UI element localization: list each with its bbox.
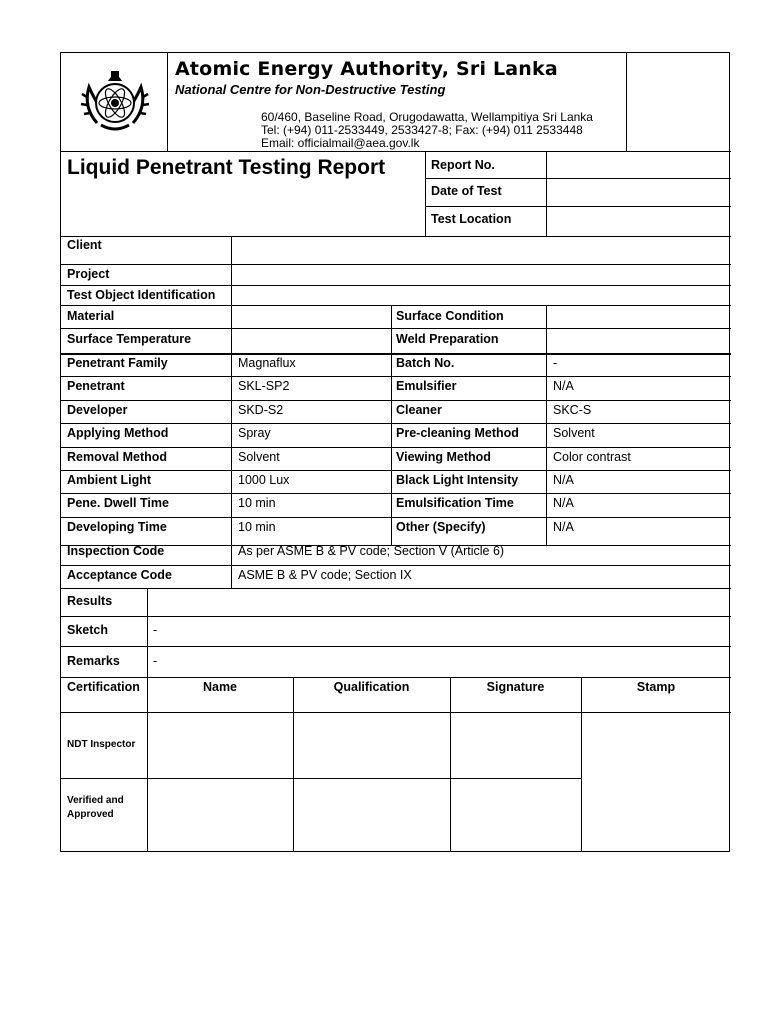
report-form: [60, 52, 730, 852]
divider: [61, 264, 731, 265]
centre-name: National Centre for Non-Destructive Testing: [175, 82, 446, 97]
divider: [61, 353, 731, 355]
param-label: Ambient Light: [67, 473, 152, 487]
sketch-value: -: [153, 623, 158, 637]
name-column-header: Name: [202, 680, 238, 694]
param-value: Spray: [238, 426, 271, 441]
remarks-value: -: [153, 654, 158, 668]
divider: [61, 470, 731, 471]
divider: [61, 423, 731, 424]
email: Email: officialmail@aea.gov.lk: [261, 136, 420, 150]
divider: [450, 677, 451, 851]
acceptance-code-label: Acceptance Code: [67, 568, 172, 582]
param-label: Other (Specify): [396, 519, 486, 534]
param-label: Penetrant Family: [67, 356, 168, 370]
sketch-label: Sketch: [67, 623, 108, 637]
stamp-column-header: Stamp: [636, 680, 676, 694]
divider: [293, 677, 294, 851]
param-label: Emulsifier: [396, 379, 457, 394]
divider: [61, 305, 731, 306]
param-value: SKD-S2: [238, 402, 284, 417]
param-value: 10 min: [238, 496, 276, 511]
param-label: Developer: [67, 402, 128, 417]
divider: [546, 305, 547, 545]
divider: [61, 712, 731, 713]
material-label: Material: [67, 309, 115, 323]
param-value: Solvent: [238, 449, 280, 464]
param-value: N/A: [553, 496, 574, 511]
divider: [581, 677, 582, 851]
weld-preparation-label: Weld Preparation: [396, 332, 499, 346]
report-title: Liquid Penetrant Testing Report: [67, 156, 386, 179]
aea-logo-emblem: [75, 67, 155, 137]
divider: [546, 151, 547, 236]
remarks-label: Remarks: [67, 654, 120, 668]
divider: [61, 328, 731, 329]
divider: [391, 305, 392, 545]
results-label: Results: [67, 594, 113, 608]
param-value: 1000 Lux: [238, 473, 290, 487]
client-label: Client: [67, 238, 102, 252]
divider: [61, 236, 731, 237]
verified-approved-label: Verified and Approved: [67, 795, 124, 820]
divider: [425, 178, 731, 179]
divider: [61, 493, 731, 494]
param-label: Viewing Method: [396, 449, 491, 464]
divider: [61, 517, 731, 518]
divider: [61, 616, 731, 617]
param-value: N/A: [553, 519, 574, 534]
divider: [61, 376, 731, 377]
param-label: Black Light Intensity: [396, 473, 519, 487]
param-label: Emulsification Time: [396, 496, 514, 511]
divider: [61, 778, 581, 779]
param-value: SKL-SP2: [238, 379, 290, 394]
param-label: Pre-cleaning Method: [396, 426, 519, 441]
param-label: Cleaner: [396, 402, 442, 417]
param-label: Batch No.: [396, 356, 455, 370]
param-value: -: [553, 356, 558, 370]
report-no-label: Report No.: [431, 158, 495, 172]
signature-column-header: Signature: [486, 680, 545, 694]
param-label: Penetrant: [67, 379, 125, 394]
divider: [61, 565, 731, 566]
organization-name: Atomic Energy Authority, Sri Lanka: [175, 58, 558, 80]
divider: [61, 285, 731, 286]
param-value: Solvent: [553, 426, 595, 441]
test-location-label: Test Location: [431, 212, 512, 226]
divider: [147, 588, 148, 851]
divider: [626, 53, 627, 151]
param-value: N/A: [553, 473, 574, 487]
acceptance-code-value: ASME B & PV code; Section IX: [238, 568, 412, 582]
ndt-inspector-label: NDT Inspector: [67, 739, 136, 750]
tel-fax: Tel: (+94) 011-2533449, 2533427-8; Fax: (+94) 011 2533448: [261, 123, 583, 137]
divider: [425, 206, 731, 207]
divider: [61, 588, 731, 589]
param-value: 10 min: [238, 519, 276, 534]
divider: [61, 677, 731, 678]
divider: [167, 53, 168, 151]
project-label: Project: [67, 267, 110, 281]
inspection-code-label: Inspection Code: [67, 544, 165, 558]
param-label: Pene. Dwell Time: [67, 496, 169, 511]
surface-temperature-label: Surface Temperature: [67, 332, 192, 346]
param-value: N/A: [553, 379, 574, 394]
certification-label: Certification: [67, 680, 140, 694]
date-of-test-label: Date of Test: [431, 184, 502, 198]
param-value: Magnaflux: [238, 356, 296, 370]
param-label: Removal Method: [67, 449, 168, 464]
divider: [61, 447, 731, 448]
param-value: Color contrast: [553, 449, 631, 464]
divider: [61, 151, 731, 152]
divider: [61, 400, 731, 401]
divider: [231, 236, 232, 588]
surface-condition-label: Surface Condition: [396, 309, 504, 323]
divider: [61, 646, 731, 647]
param-value: SKC-S: [553, 402, 592, 417]
param-label: Applying Method: [67, 426, 169, 441]
address: 60/460, Baseline Road, Orugodawatta, Wellampitiya Sri Lanka: [261, 110, 593, 124]
inspection-code-value: As per ASME B & PV code; Section V (Article 6): [238, 544, 505, 558]
test-object-label: Test Object Identification: [67, 288, 216, 302]
param-label: Developing Time: [67, 519, 167, 534]
qualification-column-header: Qualification: [333, 680, 410, 694]
divider: [425, 151, 426, 236]
